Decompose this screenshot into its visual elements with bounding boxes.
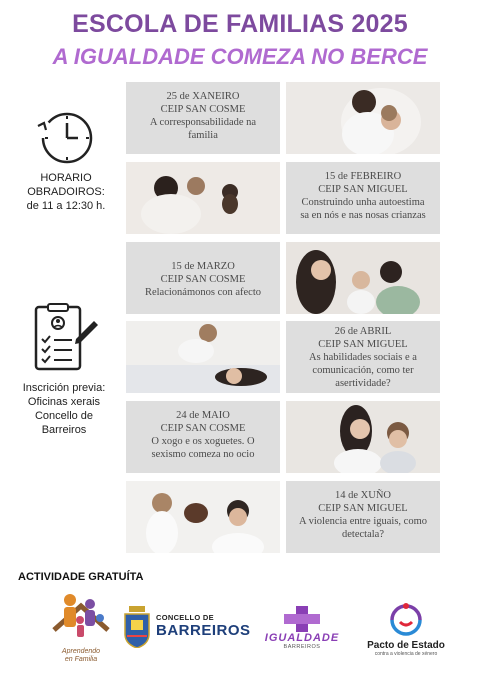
session-topic: Relacionámonos con afecto bbox=[144, 287, 262, 298]
igualdade-barreiros-logo bbox=[262, 606, 342, 650]
session-date: 14 de XUÑO bbox=[335, 490, 391, 501]
session-topic: A corresponsabilidade na bbox=[149, 117, 257, 128]
session-place: CEIP SAN MIGUEL bbox=[318, 503, 408, 514]
session-date: 15 de FEBREIRO bbox=[324, 171, 402, 182]
session-date: 24 de MAIO bbox=[176, 410, 230, 421]
session-card bbox=[126, 82, 280, 154]
logo1-line2: en Familia bbox=[64, 656, 98, 663]
session-date: 15 de MARZO bbox=[171, 261, 235, 272]
session-topic: asertividade? bbox=[335, 378, 391, 389]
session-card bbox=[126, 401, 280, 473]
family-photo bbox=[126, 162, 280, 234]
pacto-de-estado-logo bbox=[362, 600, 450, 657]
schedule-line-2: OBRADOIROS: bbox=[27, 186, 105, 198]
page-subtitle: A IGUALDADE COMEZA NO BERCE bbox=[52, 44, 428, 69]
family-photo bbox=[126, 481, 280, 553]
registration-line-4: Barreiros bbox=[41, 424, 87, 436]
schedule-info bbox=[14, 171, 118, 213]
schedule-line-1: HORARIO bbox=[40, 172, 92, 184]
session-card bbox=[286, 162, 440, 234]
session-card bbox=[286, 481, 440, 553]
registration-line-3: Concello de bbox=[34, 410, 94, 422]
registration-line-2: Oficinas xerais bbox=[27, 396, 101, 408]
session-topic: sexismo comeza no ocio bbox=[151, 449, 255, 460]
logo3-line2: BARREIROS bbox=[283, 644, 321, 650]
logo2-line1: CONCELLO DE bbox=[156, 613, 214, 622]
session-topic: detectala? bbox=[342, 529, 384, 540]
session-date: 25 de XANEIRO bbox=[166, 91, 240, 102]
session-topic: comunicación, como ter bbox=[312, 365, 414, 376]
family-photo bbox=[126, 321, 280, 393]
session-topic: A violencia entre iguais, como bbox=[298, 516, 427, 527]
family-photo bbox=[286, 401, 440, 473]
session-place: CEIP SAN COSME bbox=[160, 423, 246, 434]
free-activity-label: ACTIVIDADE GRATUÍTA bbox=[18, 571, 144, 583]
clipboard-icon bbox=[32, 303, 100, 375]
session-card bbox=[126, 242, 280, 314]
logo1-line1: Aprendendo bbox=[61, 648, 101, 655]
logo2-line2: BARREIROS bbox=[156, 622, 251, 639]
schedule-line-3: de 11 a 12:30 h. bbox=[26, 200, 106, 212]
family-photo bbox=[286, 242, 440, 314]
session-date: 26 de ABRIL bbox=[334, 326, 392, 337]
logo4-line2: contra a violencia de xénero bbox=[374, 651, 438, 657]
aprendendo-en-familia-logo bbox=[50, 590, 112, 662]
session-topic: As habilidades sociais e a bbox=[309, 352, 417, 363]
concello-barreiros-logo bbox=[156, 613, 251, 639]
family-photo bbox=[286, 82, 440, 154]
page-title: ESCOLA DE FAMILIAS 2025 bbox=[72, 10, 408, 38]
session-topic: O xogo e os xoguetes. O bbox=[151, 436, 255, 447]
session-place: CEIP SAN MIGUEL bbox=[318, 339, 408, 350]
registration-info bbox=[12, 381, 116, 437]
session-topic: sa en nós e nas nosas crianzas bbox=[300, 210, 426, 221]
session-topic: Construindo unha autoestima bbox=[301, 197, 425, 208]
session-topic: familia bbox=[188, 130, 218, 141]
session-card bbox=[286, 321, 440, 393]
logo3-line1: IGUALDADE bbox=[264, 632, 340, 644]
registration-line-1: Inscrición previa: bbox=[22, 382, 106, 394]
logo4-line1: Pacto de Estado bbox=[367, 640, 445, 651]
clock-icon bbox=[34, 108, 96, 168]
coat-of-arms-icon bbox=[123, 606, 151, 648]
session-place: CEIP SAN COSME bbox=[160, 104, 246, 115]
session-place: CEIP SAN COSME bbox=[160, 274, 246, 285]
session-place: CEIP SAN MIGUEL bbox=[318, 184, 408, 195]
